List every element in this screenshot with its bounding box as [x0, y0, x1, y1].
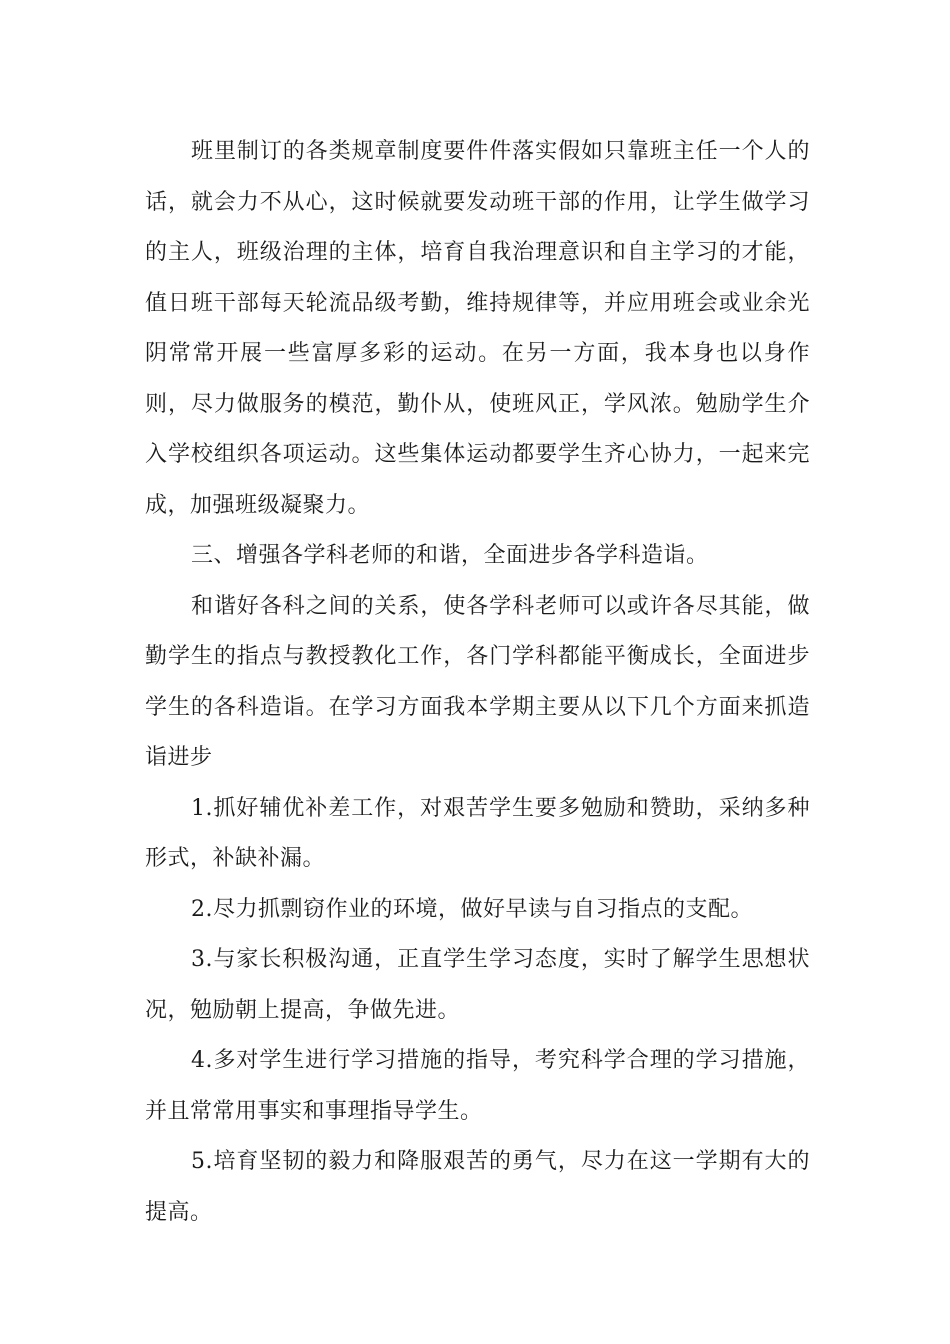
list-item-3: 3.与家长积极沟通，正直学生学习态度，实时了解学生思想状况，勉励朝上提高，争做先进。: [145, 947, 810, 1023]
paragraph-class-management: 班里制订的各类规章制度要件件落实假如只靠班主任一个人的话，就会力不从心，这时候就要发动班干部的作用，让学生做学习的主人，班级治理的主体，培育自我治理意识和自主学习的才能，值日班干部每天轮流品级考勤，维持规律等，并应用班会或业余光阴常常开展一些富厚多彩的运动。在另一方面，我本身也以身作则，尽力做服务的模范，勤仆从，使班风正，学风浓。勉励学生介入学校组织各项运动。这些集体运动都要学生齐心协力，一起来完成，加强班级凝聚力。: [145, 139, 810, 518]
section-heading-three: 三、增强各学科老师的和谐，全面进步各学科造诣。: [191, 543, 709, 568]
list-item-2: 2.尽力抓剽窃作业的环境，做好早读与自习指点的支配。: [191, 896, 753, 922]
list-item-4: 4.多对学生进行学习措施的指导，考究科学合理的学习措施，并且常常用事实和事理指导学生。: [145, 1048, 810, 1124]
list-item-1: 1.抓好辅优补差工作，对艰苦学生要多勉励和赞助，采纳多种形式，补缺补漏。: [145, 795, 810, 871]
list-item-5: 5.培育坚韧的毅力和降服艰苦的勇气，尽力在这一学期有大的提高。: [145, 1149, 810, 1225]
paragraph-subject-coordination: 和谐好各科之间的关系，使各学科老师可以或许各尽其能，做勤学生的指点与教授教化工作，各门学科都能平衡成长，全面进步学生的各科造诣。在学习方面我本学期主要从以下几个方面来抓造诣进步: [145, 593, 810, 770]
document-page: [145, 127, 810, 1238]
